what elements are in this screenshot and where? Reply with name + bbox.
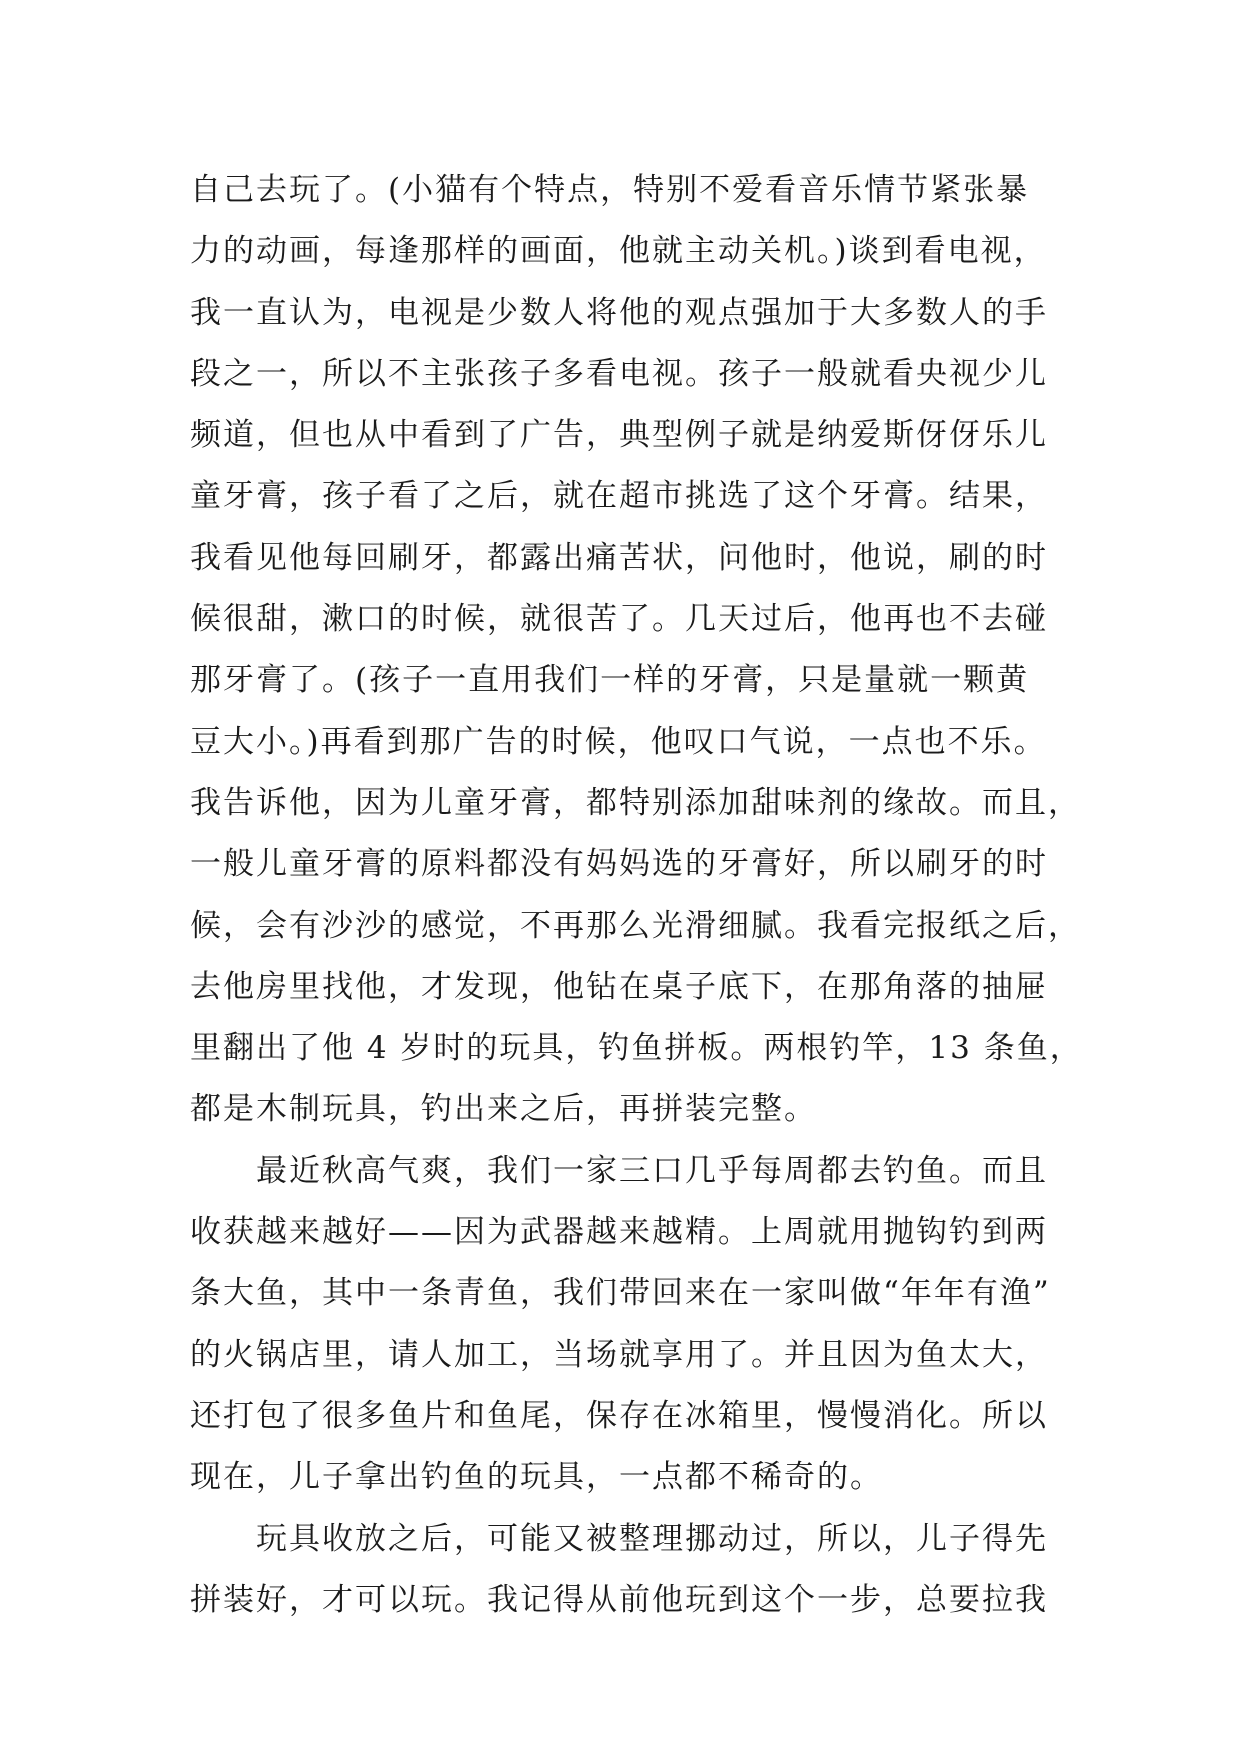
text-line: 拼装好，才可以玩。我记得从前他玩到这个一步，总要拉我 (190, 1581, 1048, 1618)
text-line: 那牙膏了。(孩子一直用我们一样的牙膏，只是量就一颗黄 (190, 662, 1030, 699)
paragraph-first-line: 玩具收放之后，可能又被整理挪动过，所以，儿子得先 (256, 1520, 1048, 1557)
text-line: 还打包了很多鱼片和鱼尾，保存在冰箱里，慢慢消化。所以 (190, 1397, 1048, 1434)
body-text (190, 160, 1083, 1631)
text-line: 条大鱼，其中一条青鱼，我们带回来在一家叫做“年年有渔” (190, 1275, 1051, 1312)
text-line: 的火锅店里，请人加工，当场就享用了。并且因为鱼太大， (190, 1336, 1048, 1373)
text-line: 我告诉他，因为儿童牙膏，都特别添加甜味剂的缘故。而且， (190, 784, 1081, 821)
text-line: 豆大小。)再看到那广告的时候，他叹口气说，一点也不乐。 (190, 723, 1047, 760)
text-line: 一般儿童牙膏的原料都没有妈妈选的牙膏好，所以刷牙的时 (190, 846, 1048, 883)
text-line: 我一直认为，电视是少数人将他的观点强加于大多数人的手 (190, 294, 1048, 331)
text-line: 段之一，所以不主张孩子多看电视。孩子一般就看央视少儿 (190, 355, 1048, 392)
text-line: 频道，但也从中看到了广告，典型例子就是纳爱斯伢伢乐儿 (190, 417, 1048, 454)
text-line: 候，会有沙沙的感觉，不再那么光滑细腻。我看完报纸之后， (190, 907, 1081, 944)
text-line: 都是木制玩具，钓出来之后，再拼装完整。 (190, 1091, 817, 1128)
text-line: 候很甜，漱口的时候，就很苦了。几天过后，他再也不去碰 (190, 601, 1048, 638)
text-line: 去他房里找他，才发现，他钻在桌子底下，在那角落的抽屉 (190, 968, 1048, 1005)
text-line: 我看见他每回刷牙，都露出痛苦状，问他时，他说，刷的时 (190, 539, 1048, 576)
text-line: 里翻出了他 4 岁时的玩具，钓鱼拼板。两根钓竿，13 条鱼， (190, 1030, 1083, 1067)
paragraph-first-line: 最近秋高气爽，我们一家三口几乎每周都去钓鱼。而且 (256, 1152, 1048, 1189)
text-line: 童牙膏，孩子看了之后，就在超市挑选了这个牙膏。结果， (190, 478, 1048, 515)
text-line: 自己去玩了。(小猫有个特点，特别不爱看音乐情节紧张暴 (190, 172, 1030, 208)
text-line: 力的动画，每逢那样的画面，他就主动关机。)谈到看电视， (190, 233, 1047, 270)
text-line: 收获越来越好——因为武器越来越精。上周就用抛钩钓到两 (190, 1214, 1048, 1251)
text-line: 现在，儿子拿出钓鱼的玩具，一点都不稀奇的。 (190, 1459, 883, 1496)
